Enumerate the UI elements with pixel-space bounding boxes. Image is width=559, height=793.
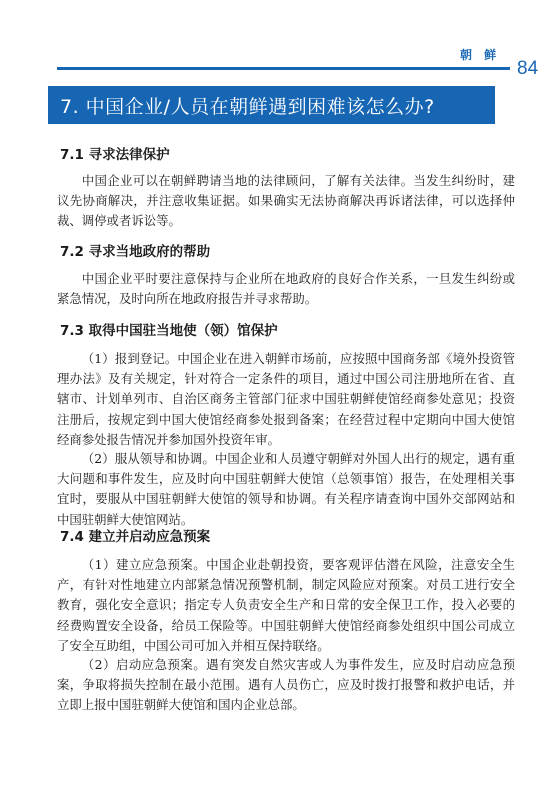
section-7-3-paragraph-1: （1）报到登记。中国企业在进入朝鲜市场前，应按照中国商务部《境外投资管理办法》及有关规定，针对符合一定条件的项目，通过中国公司注册地所在省、直辖市、计划单列市、自治区商务主管部门征求中国驻朝鲜使馆经商参处意见；投资注册后，按规定到中国大使馆经商参处报到备案；在经营过程中定期向中国大使馆经商参处报告情况并参加国外投资年审。 — [57, 351, 515, 447]
header-rule — [57, 67, 510, 70]
section-7-1-paragraph-1: 中国企业可以在朝鲜聘请当地的法律顾问，了解有关法律。当发生纠纷时，建议先协商解决，并注意收集证据。如果确实无法协商解决再诉诸法律，可以选择仲裁、调停或者诉讼等。 — [57, 173, 515, 229]
header-country-title: 朝 鲜 — [460, 48, 501, 62]
section-heading-7-2: 7.2 寻求当地政府的帮助 — [60, 244, 211, 260]
section-heading-7-3: 7.3 取得中国驻当地使（领）馆保护 — [60, 323, 278, 339]
page-number: 84 — [517, 58, 539, 79]
section-heading-7-1: 7.1 寻求法律保护 — [60, 147, 170, 163]
section-7-3-paragraph-2: （2）服从领导和协调。中国企业和人员遵守朝鲜对外国人出行的规定，遇有重大问题和事件发生，应及时向中国驻朝鲜大使馆（总领事馆）报告，在处理相关事宜时，要服从中国驻朝鲜大使馆的领导和协调。有关程序请查询中国外交部网站和中国驻朝鲜大使馆网站。 — [57, 451, 515, 527]
section-heading-7-4: 7.4 建立并启动应急预案 — [60, 529, 211, 545]
chapter-title-bar — [48, 86, 495, 124]
chapter-title: 7. 中国企业/人员在朝鲜遇到困难该怎么办? — [60, 95, 435, 118]
section-7-2-paragraph-1: 中国企业平时要注意保持与企业所在地政府的良好合作关系，一旦发生纠纷或紧急情况，及时向所在地政府报告并寻求帮助。 — [57, 271, 515, 307]
section-7-4-paragraph-1: （1）建立应急预案。中国企业赴朝投资，要客观评估潜在风险，注意安全生产，有针对性地建立内部紧急情况预警机制，制定风险应对预案。对员工进行安全教育，强化安全意识；指定专人负责安全生产和日常的安全保卫工作，投入必要的经费购置安全设备，给员工保险等。中国驻朝鲜大使馆经商参处组织中国公司成立了安全互助组，中国公司可加入并相互保持联络。 — [57, 557, 515, 653]
section-7-4-paragraph-2: （2）启动应急预案。遇有突发自然灾害或人为事件发生，应及时启动应急预案，争取将损失控制在最小范围。遇有人员伤亡，应及时拨打报警和救护电话，并立即上报中国驻朝鲜大使馆和国内企业总部。 — [57, 657, 515, 713]
